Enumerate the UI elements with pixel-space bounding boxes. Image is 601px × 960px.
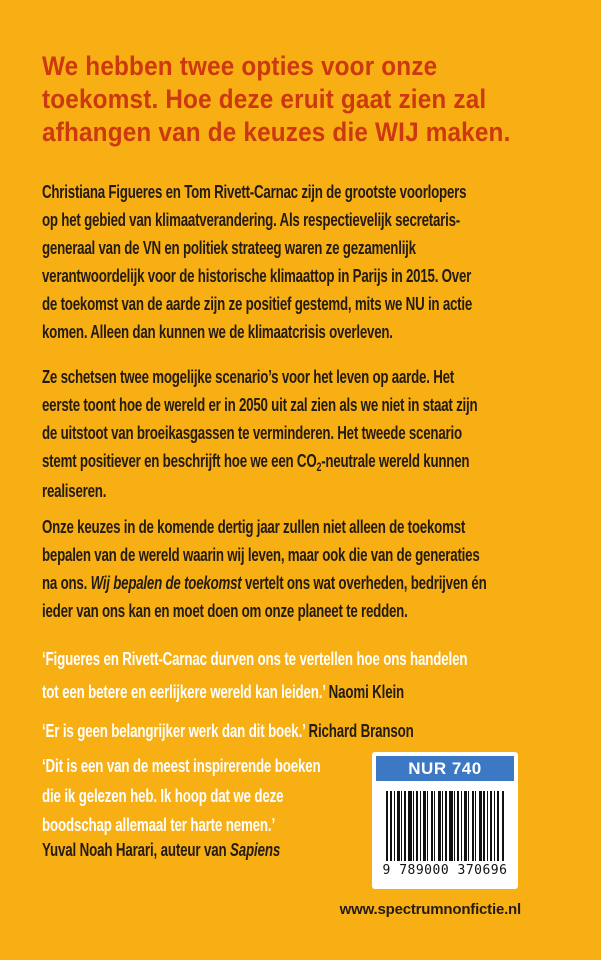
book-title-italic: Wij bepalen de toekomst	[90, 573, 242, 593]
isbn-number: 9 789000 370696	[382, 863, 508, 878]
sapiens-title-italic: Sapiens	[230, 840, 281, 860]
quote-line: ‘Figueres en Rivett-Carnac durven ons te vertellen hoe ons handelen	[42, 649, 468, 669]
body-line: op het gebied van klimaatverandering. Als respectievelijk secretaris-	[42, 210, 461, 230]
quote-richard-branson	[42, 715, 573, 748]
paragraph-choices	[42, 513, 573, 625]
nur-label: NUR 740	[408, 758, 482, 778]
quote-naomi-klein	[42, 643, 573, 709]
body-line: bepalen van de wereld waarin wij leven, maar ook die van de generaties	[42, 545, 480, 565]
quote-line: ‘Dit is een van de meest inspirerende boeken	[42, 756, 321, 776]
quote-attribution: Richard Branson	[308, 721, 414, 741]
body-line: realiseren.	[42, 481, 107, 501]
body-text: stemt positiever en beschrijft hoe we een CO	[42, 451, 317, 471]
nur-barcode-panel	[372, 752, 518, 889]
body-text: vertelt ons wat overheden, bedrijven én	[241, 573, 487, 593]
ean-barcode-icon	[386, 791, 504, 861]
co2-subscript: 2	[316, 460, 322, 474]
body-line: Ze schetsen twee mogelijke scenario’s voor het leven op aarde. Het	[42, 367, 454, 387]
quote-line	[42, 715, 573, 748]
quote-line: die ik gelezen heb. Ik hoop dat we deze	[42, 785, 284, 806]
quote-text: ‘Er is geen belangrijker werk dan dit boek.’	[42, 721, 309, 741]
nur-badge	[376, 756, 514, 781]
body-line: generaal van de VN en politiek strateeg waren ze gezamenlijk	[42, 238, 416, 258]
paragraph-authors	[42, 178, 573, 346]
body-text: -neutrale wereld kunnen	[321, 451, 470, 471]
quote-attribution: Yuval Noah Harari, auteur van	[42, 840, 231, 860]
body-line: Onze keuzes in de komende dertig jaar zullen niet alleen de toekomst	[42, 517, 466, 537]
body-line: ieder van ons kan en moet doen om onze planeet te redden.	[42, 601, 408, 621]
body-line: de toekomst van de aarde zijn ze positief gestemd, mits we NU in actie	[42, 294, 473, 314]
paragraph-scenarios	[42, 363, 573, 505]
body-line: de uitstoot van broeikasgassen te verminderen. Het tweede scenario	[42, 423, 462, 443]
tagline-heading	[42, 50, 601, 149]
body-line	[42, 447, 573, 477]
tagline-line: We hebben twee opties voor onze	[42, 51, 438, 81]
tagline-line: afhangen van de keuzes die WIJ maken.	[42, 117, 511, 147]
body-line: verantwoordelijk voor de historische klimaattop in Parijs in 2015. Over	[42, 266, 472, 286]
tagline-line: toekomst. Hoe deze eruit gaat zien zal	[42, 84, 487, 114]
quote-attribution: Naomi Klein	[328, 682, 405, 702]
quote-line: boodschap allemaal ter harte nemen.’	[42, 815, 276, 835]
publisher-website: www.spectrumnonfictie.nl	[339, 901, 521, 918]
quote-text: tot een betere en eerlijkere wereld kan leiden.’	[42, 682, 329, 702]
body-text: na ons.	[42, 573, 91, 593]
quote-yuval-harari	[42, 752, 382, 841]
body-line: eerste toont hoe de wereld er in 2050 uit zal zien als we niet in staat zijn	[42, 395, 478, 415]
body-line: komen. Alleen dan kunnen we de klimaatcrisis overleven.	[42, 322, 393, 342]
body-line	[42, 569, 573, 597]
body-line: Christiana Figueres en Tom Rivett-Carnac zijn de grootste voorlopers	[42, 182, 467, 202]
quote-line	[42, 676, 573, 709]
